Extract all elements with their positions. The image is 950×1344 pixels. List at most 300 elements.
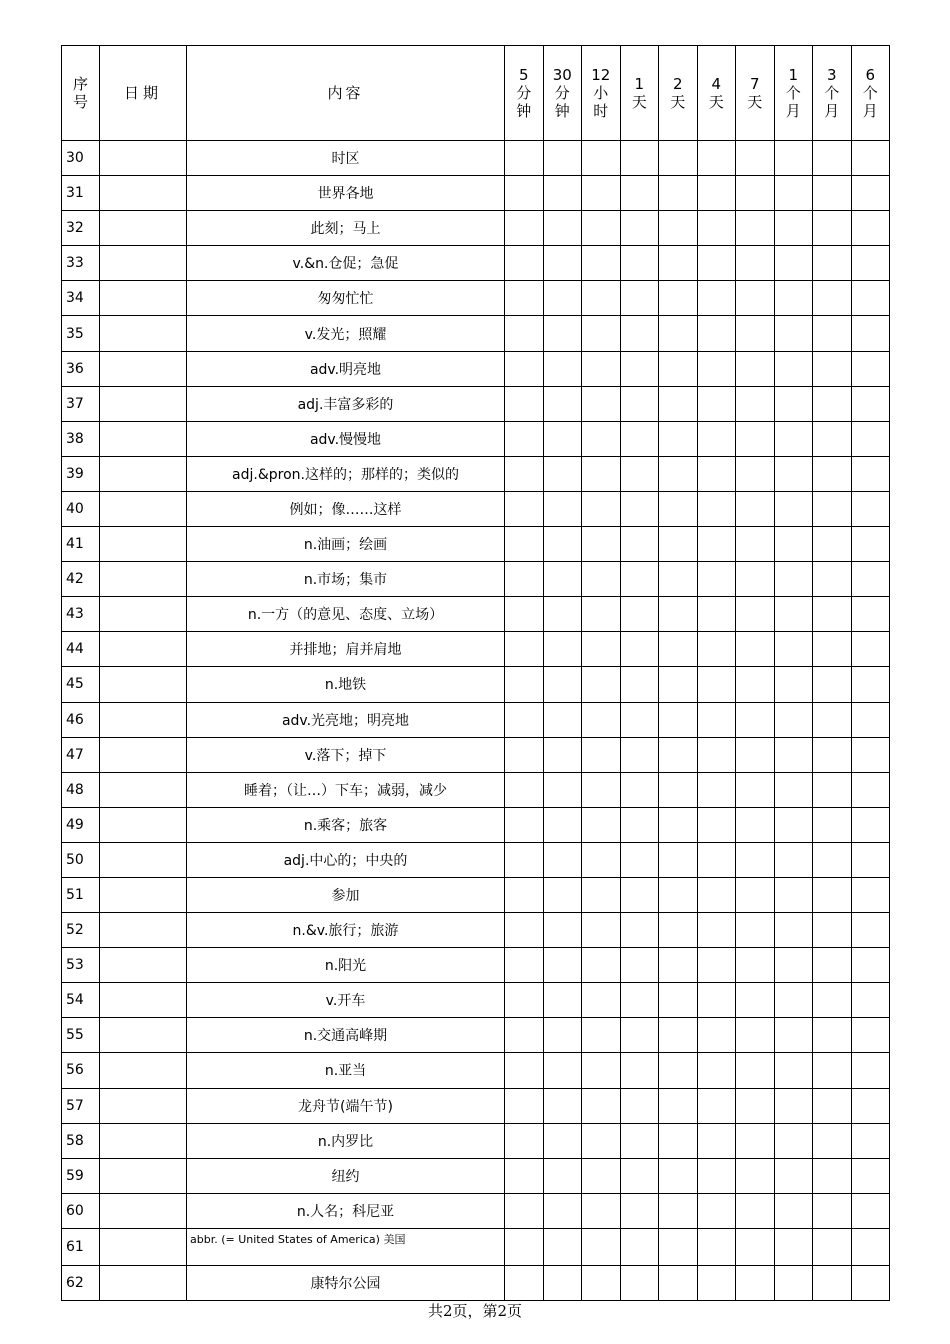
review-check-cell[interactable] [736, 842, 775, 877]
review-check-cell[interactable] [774, 667, 813, 702]
review-check-cell[interactable] [543, 141, 582, 176]
review-check-cell[interactable] [851, 807, 890, 842]
review-check-cell[interactable] [620, 456, 659, 491]
date-cell[interactable] [100, 281, 187, 316]
review-check-cell[interactable] [813, 456, 852, 491]
review-check-cell[interactable] [582, 527, 621, 562]
review-check-cell[interactable] [851, 562, 890, 597]
date-cell[interactable] [100, 737, 187, 772]
review-check-cell[interactable] [813, 1053, 852, 1088]
review-check-cell[interactable] [582, 1018, 621, 1053]
review-check-cell[interactable] [582, 141, 621, 176]
review-check-cell[interactable] [736, 667, 775, 702]
review-check-cell[interactable] [697, 842, 736, 877]
review-check-cell[interactable] [851, 632, 890, 667]
review-check-cell[interactable] [774, 948, 813, 983]
review-check-cell[interactable] [505, 667, 544, 702]
review-check-cell[interactable] [813, 1228, 852, 1265]
date-cell[interactable] [100, 1158, 187, 1193]
review-check-cell[interactable] [543, 913, 582, 948]
review-check-cell[interactable] [505, 807, 544, 842]
review-check-cell[interactable] [543, 456, 582, 491]
review-check-cell[interactable] [620, 877, 659, 912]
review-check-cell[interactable] [774, 211, 813, 246]
review-check-cell[interactable] [505, 983, 544, 1018]
review-check-cell[interactable] [543, 772, 582, 807]
review-check-cell[interactable] [774, 386, 813, 421]
review-check-cell[interactable] [582, 1266, 621, 1301]
review-check-cell[interactable] [736, 1228, 775, 1265]
review-check-cell[interactable] [505, 1266, 544, 1301]
review-check-cell[interactable] [620, 351, 659, 386]
review-check-cell[interactable] [582, 1053, 621, 1088]
review-check-cell[interactable] [505, 491, 544, 526]
review-check-cell[interactable] [620, 1193, 659, 1228]
review-check-cell[interactable] [697, 491, 736, 526]
review-check-cell[interactable] [736, 456, 775, 491]
review-check-cell[interactable] [774, 597, 813, 632]
review-check-cell[interactable] [697, 141, 736, 176]
review-check-cell[interactable] [505, 176, 544, 211]
review-check-cell[interactable] [736, 913, 775, 948]
review-check-cell[interactable] [697, 948, 736, 983]
review-check-cell[interactable] [505, 281, 544, 316]
review-check-cell[interactable] [543, 737, 582, 772]
review-check-cell[interactable] [697, 1123, 736, 1158]
review-check-cell[interactable] [620, 246, 659, 281]
review-check-cell[interactable] [697, 913, 736, 948]
date-cell[interactable] [100, 246, 187, 281]
review-check-cell[interactable] [774, 1266, 813, 1301]
review-check-cell[interactable] [582, 281, 621, 316]
date-cell[interactable] [100, 702, 187, 737]
review-check-cell[interactable] [659, 913, 698, 948]
review-check-cell[interactable] [582, 667, 621, 702]
review-check-cell[interactable] [582, 597, 621, 632]
review-check-cell[interactable] [774, 702, 813, 737]
review-check-cell[interactable] [736, 948, 775, 983]
review-check-cell[interactable] [582, 386, 621, 421]
review-check-cell[interactable] [543, 1088, 582, 1123]
review-check-cell[interactable] [543, 1018, 582, 1053]
review-check-cell[interactable] [543, 702, 582, 737]
review-check-cell[interactable] [774, 246, 813, 281]
review-check-cell[interactable] [659, 491, 698, 526]
review-check-cell[interactable] [813, 1088, 852, 1123]
review-check-cell[interactable] [543, 246, 582, 281]
review-check-cell[interactable] [813, 772, 852, 807]
review-check-cell[interactable] [582, 456, 621, 491]
review-check-cell[interactable] [736, 983, 775, 1018]
review-check-cell[interactable] [620, 176, 659, 211]
review-check-cell[interactable] [851, 1123, 890, 1158]
review-check-cell[interactable] [774, 807, 813, 842]
review-check-cell[interactable] [774, 351, 813, 386]
review-check-cell[interactable] [813, 1158, 852, 1193]
review-check-cell[interactable] [774, 141, 813, 176]
review-check-cell[interactable] [659, 877, 698, 912]
review-check-cell[interactable] [851, 842, 890, 877]
review-check-cell[interactable] [697, 176, 736, 211]
review-check-cell[interactable] [851, 1158, 890, 1193]
review-check-cell[interactable] [620, 948, 659, 983]
review-check-cell[interactable] [697, 772, 736, 807]
review-check-cell[interactable] [543, 1158, 582, 1193]
review-check-cell[interactable] [774, 1123, 813, 1158]
review-check-cell[interactable] [543, 281, 582, 316]
review-check-cell[interactable] [659, 632, 698, 667]
review-check-cell[interactable] [582, 176, 621, 211]
review-check-cell[interactable] [697, 281, 736, 316]
review-check-cell[interactable] [851, 737, 890, 772]
review-check-cell[interactable] [813, 807, 852, 842]
review-check-cell[interactable] [543, 877, 582, 912]
review-check-cell[interactable] [659, 702, 698, 737]
review-check-cell[interactable] [543, 597, 582, 632]
review-check-cell[interactable] [659, 176, 698, 211]
date-cell[interactable] [100, 1018, 187, 1053]
review-check-cell[interactable] [543, 176, 582, 211]
review-check-cell[interactable] [543, 948, 582, 983]
review-check-cell[interactable] [813, 316, 852, 351]
review-check-cell[interactable] [697, 386, 736, 421]
review-check-cell[interactable] [505, 351, 544, 386]
date-cell[interactable] [100, 1123, 187, 1158]
review-check-cell[interactable] [582, 772, 621, 807]
date-cell[interactable] [100, 597, 187, 632]
date-cell[interactable] [100, 421, 187, 456]
review-check-cell[interactable] [851, 597, 890, 632]
review-check-cell[interactable] [813, 527, 852, 562]
review-check-cell[interactable] [697, 1266, 736, 1301]
review-check-cell[interactable] [851, 316, 890, 351]
review-check-cell[interactable] [774, 527, 813, 562]
review-check-cell[interactable] [851, 386, 890, 421]
date-cell[interactable] [100, 913, 187, 948]
review-check-cell[interactable] [774, 983, 813, 1018]
review-check-cell[interactable] [697, 211, 736, 246]
review-check-cell[interactable] [851, 246, 890, 281]
review-check-cell[interactable] [851, 983, 890, 1018]
review-check-cell[interactable] [851, 211, 890, 246]
review-check-cell[interactable] [736, 772, 775, 807]
review-check-cell[interactable] [659, 842, 698, 877]
review-check-cell[interactable] [697, 527, 736, 562]
review-check-cell[interactable] [736, 737, 775, 772]
review-check-cell[interactable] [736, 316, 775, 351]
review-check-cell[interactable] [813, 597, 852, 632]
review-check-cell[interactable] [620, 1228, 659, 1265]
review-check-cell[interactable] [736, 807, 775, 842]
review-check-cell[interactable] [813, 386, 852, 421]
date-cell[interactable] [100, 562, 187, 597]
review-check-cell[interactable] [582, 1158, 621, 1193]
review-check-cell[interactable] [505, 1088, 544, 1123]
review-check-cell[interactable] [813, 948, 852, 983]
review-check-cell[interactable] [659, 246, 698, 281]
review-check-cell[interactable] [697, 877, 736, 912]
review-check-cell[interactable] [659, 772, 698, 807]
review-check-cell[interactable] [774, 176, 813, 211]
review-check-cell[interactable] [697, 597, 736, 632]
review-check-cell[interactable] [736, 1193, 775, 1228]
review-check-cell[interactable] [659, 597, 698, 632]
review-check-cell[interactable] [543, 983, 582, 1018]
date-cell[interactable] [100, 1088, 187, 1123]
review-check-cell[interactable] [813, 632, 852, 667]
review-check-cell[interactable] [813, 176, 852, 211]
review-check-cell[interactable] [697, 1088, 736, 1123]
review-check-cell[interactable] [659, 141, 698, 176]
review-check-cell[interactable] [505, 562, 544, 597]
review-check-cell[interactable] [543, 562, 582, 597]
review-check-cell[interactable] [736, 562, 775, 597]
review-check-cell[interactable] [697, 807, 736, 842]
date-cell[interactable] [100, 983, 187, 1018]
review-check-cell[interactable] [697, 1018, 736, 1053]
review-check-cell[interactable] [851, 421, 890, 456]
review-check-cell[interactable] [582, 246, 621, 281]
review-check-cell[interactable] [659, 1088, 698, 1123]
review-check-cell[interactable] [543, 1193, 582, 1228]
review-check-cell[interactable] [774, 842, 813, 877]
date-cell[interactable] [100, 1193, 187, 1228]
review-check-cell[interactable] [659, 983, 698, 1018]
review-check-cell[interactable] [505, 1193, 544, 1228]
review-check-cell[interactable] [543, 1228, 582, 1265]
review-check-cell[interactable] [697, 983, 736, 1018]
review-check-cell[interactable] [774, 877, 813, 912]
review-check-cell[interactable] [659, 1193, 698, 1228]
review-check-cell[interactable] [505, 877, 544, 912]
date-cell[interactable] [100, 316, 187, 351]
review-check-cell[interactable] [659, 281, 698, 316]
review-check-cell[interactable] [582, 842, 621, 877]
review-check-cell[interactable] [505, 316, 544, 351]
review-check-cell[interactable] [736, 1088, 775, 1123]
review-check-cell[interactable] [736, 386, 775, 421]
review-check-cell[interactable] [543, 316, 582, 351]
review-check-cell[interactable] [659, 211, 698, 246]
review-check-cell[interactable] [582, 632, 621, 667]
review-check-cell[interactable] [620, 211, 659, 246]
review-check-cell[interactable] [813, 211, 852, 246]
review-check-cell[interactable] [505, 211, 544, 246]
review-check-cell[interactable] [659, 1158, 698, 1193]
review-check-cell[interactable] [659, 456, 698, 491]
review-check-cell[interactable] [659, 1228, 698, 1265]
review-check-cell[interactable] [851, 491, 890, 526]
date-cell[interactable] [100, 491, 187, 526]
review-check-cell[interactable] [697, 737, 736, 772]
review-check-cell[interactable] [697, 667, 736, 702]
review-check-cell[interactable] [736, 1053, 775, 1088]
review-check-cell[interactable] [505, 1228, 544, 1265]
review-check-cell[interactable] [505, 456, 544, 491]
review-check-cell[interactable] [620, 597, 659, 632]
review-check-cell[interactable] [813, 877, 852, 912]
review-check-cell[interactable] [774, 737, 813, 772]
review-check-cell[interactable] [851, 1088, 890, 1123]
review-check-cell[interactable] [851, 772, 890, 807]
review-check-cell[interactable] [774, 1053, 813, 1088]
review-check-cell[interactable] [582, 807, 621, 842]
review-check-cell[interactable] [697, 246, 736, 281]
date-cell[interactable] [100, 1266, 187, 1301]
date-cell[interactable] [100, 1053, 187, 1088]
review-check-cell[interactable] [659, 807, 698, 842]
review-check-cell[interactable] [505, 597, 544, 632]
review-check-cell[interactable] [659, 527, 698, 562]
review-check-cell[interactable] [543, 386, 582, 421]
review-check-cell[interactable] [543, 421, 582, 456]
date-cell[interactable] [100, 1228, 187, 1265]
review-check-cell[interactable] [697, 421, 736, 456]
review-check-cell[interactable] [505, 386, 544, 421]
review-check-cell[interactable] [736, 1266, 775, 1301]
review-check-cell[interactable] [736, 877, 775, 912]
review-check-cell[interactable] [620, 1018, 659, 1053]
review-check-cell[interactable] [582, 877, 621, 912]
review-check-cell[interactable] [813, 351, 852, 386]
review-check-cell[interactable] [582, 562, 621, 597]
review-check-cell[interactable] [505, 737, 544, 772]
review-check-cell[interactable] [582, 702, 621, 737]
review-check-cell[interactable] [813, 1018, 852, 1053]
review-check-cell[interactable] [774, 913, 813, 948]
review-check-cell[interactable] [851, 1228, 890, 1265]
review-check-cell[interactable] [543, 632, 582, 667]
review-check-cell[interactable] [505, 141, 544, 176]
review-check-cell[interactable] [620, 562, 659, 597]
review-check-cell[interactable] [543, 667, 582, 702]
review-check-cell[interactable] [659, 1053, 698, 1088]
review-check-cell[interactable] [736, 246, 775, 281]
review-check-cell[interactable] [851, 948, 890, 983]
review-check-cell[interactable] [505, 1053, 544, 1088]
review-check-cell[interactable] [851, 702, 890, 737]
review-check-cell[interactable] [774, 491, 813, 526]
review-check-cell[interactable] [620, 527, 659, 562]
review-check-cell[interactable] [505, 1123, 544, 1158]
review-check-cell[interactable] [620, 632, 659, 667]
review-check-cell[interactable] [505, 842, 544, 877]
review-check-cell[interactable] [813, 842, 852, 877]
date-cell[interactable] [100, 351, 187, 386]
review-check-cell[interactable] [543, 351, 582, 386]
review-check-cell[interactable] [851, 667, 890, 702]
review-check-cell[interactable] [774, 316, 813, 351]
review-check-cell[interactable] [697, 632, 736, 667]
review-check-cell[interactable] [620, 1088, 659, 1123]
review-check-cell[interactable] [697, 702, 736, 737]
review-check-cell[interactable] [620, 1158, 659, 1193]
review-check-cell[interactable] [774, 562, 813, 597]
review-check-cell[interactable] [851, 1018, 890, 1053]
date-cell[interactable] [100, 141, 187, 176]
review-check-cell[interactable] [736, 491, 775, 526]
review-check-cell[interactable] [505, 632, 544, 667]
review-check-cell[interactable] [851, 1193, 890, 1228]
review-check-cell[interactable] [505, 772, 544, 807]
review-check-cell[interactable] [697, 1193, 736, 1228]
review-check-cell[interactable] [582, 737, 621, 772]
date-cell[interactable] [100, 211, 187, 246]
date-cell[interactable] [100, 877, 187, 912]
review-check-cell[interactable] [582, 1123, 621, 1158]
review-check-cell[interactable] [659, 386, 698, 421]
review-check-cell[interactable] [659, 1266, 698, 1301]
review-check-cell[interactable] [582, 211, 621, 246]
review-check-cell[interactable] [851, 913, 890, 948]
review-check-cell[interactable] [505, 1018, 544, 1053]
date-cell[interactable] [100, 772, 187, 807]
review-check-cell[interactable] [813, 281, 852, 316]
review-check-cell[interactable] [851, 141, 890, 176]
review-check-cell[interactable] [505, 702, 544, 737]
review-check-cell[interactable] [736, 176, 775, 211]
review-check-cell[interactable] [736, 1123, 775, 1158]
review-check-cell[interactable] [736, 1018, 775, 1053]
review-check-cell[interactable] [813, 562, 852, 597]
review-check-cell[interactable] [736, 527, 775, 562]
review-check-cell[interactable] [813, 1266, 852, 1301]
review-check-cell[interactable] [736, 702, 775, 737]
review-check-cell[interactable] [813, 983, 852, 1018]
review-check-cell[interactable] [582, 913, 621, 948]
review-check-cell[interactable] [582, 1228, 621, 1265]
review-check-cell[interactable] [736, 632, 775, 667]
review-check-cell[interactable] [813, 141, 852, 176]
review-check-cell[interactable] [659, 316, 698, 351]
review-check-cell[interactable] [620, 702, 659, 737]
review-check-cell[interactable] [659, 351, 698, 386]
review-check-cell[interactable] [813, 737, 852, 772]
review-check-cell[interactable] [582, 983, 621, 1018]
review-check-cell[interactable] [851, 351, 890, 386]
review-check-cell[interactable] [505, 913, 544, 948]
review-check-cell[interactable] [659, 667, 698, 702]
review-check-cell[interactable] [774, 1018, 813, 1053]
date-cell[interactable] [100, 667, 187, 702]
review-check-cell[interactable] [620, 737, 659, 772]
review-check-cell[interactable] [851, 1053, 890, 1088]
review-check-cell[interactable] [736, 141, 775, 176]
review-check-cell[interactable] [697, 351, 736, 386]
review-check-cell[interactable] [620, 281, 659, 316]
review-check-cell[interactable] [620, 772, 659, 807]
date-cell[interactable] [100, 807, 187, 842]
review-check-cell[interactable] [774, 1158, 813, 1193]
review-check-cell[interactable] [543, 1053, 582, 1088]
date-cell[interactable] [100, 456, 187, 491]
review-check-cell[interactable] [505, 246, 544, 281]
review-check-cell[interactable] [697, 316, 736, 351]
review-check-cell[interactable] [543, 491, 582, 526]
review-check-cell[interactable] [659, 1123, 698, 1158]
review-check-cell[interactable] [505, 1158, 544, 1193]
review-check-cell[interactable] [697, 1053, 736, 1088]
review-check-cell[interactable] [774, 1228, 813, 1265]
review-check-cell[interactable] [620, 842, 659, 877]
review-check-cell[interactable] [620, 667, 659, 702]
review-check-cell[interactable] [736, 597, 775, 632]
review-check-cell[interactable] [774, 281, 813, 316]
review-check-cell[interactable] [736, 351, 775, 386]
review-check-cell[interactable] [697, 1158, 736, 1193]
review-check-cell[interactable] [659, 737, 698, 772]
review-check-cell[interactable] [851, 456, 890, 491]
